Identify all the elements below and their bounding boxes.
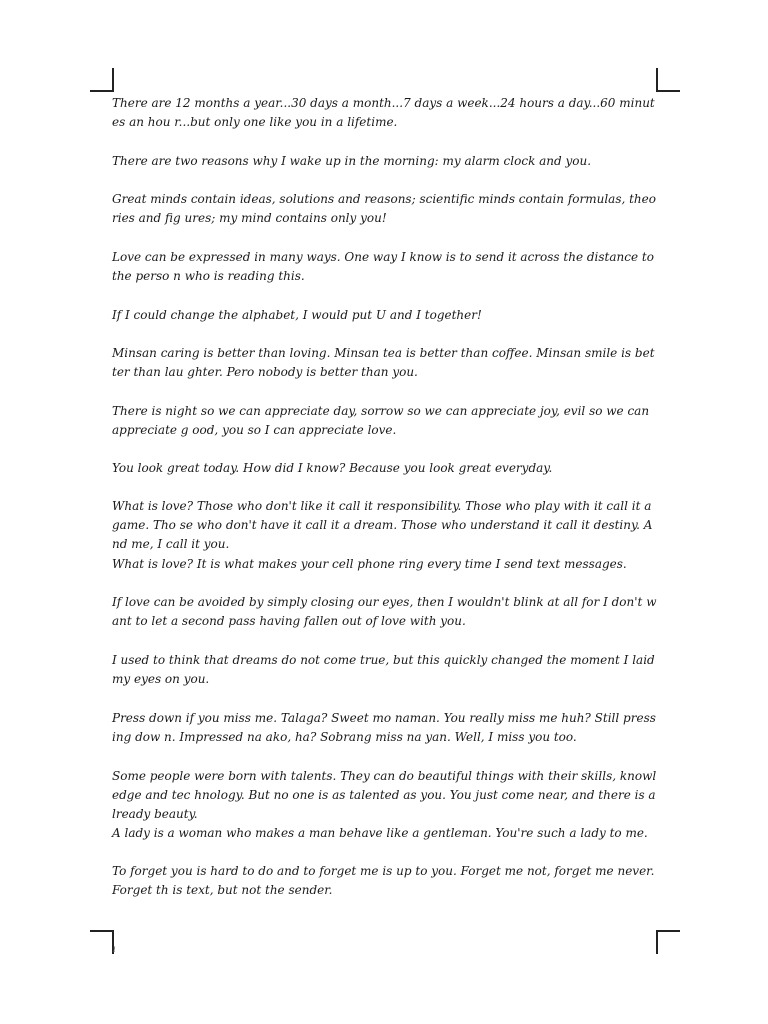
paragraph: There is night so we can appreciate day, sorrow so we can appreciate joy, evil so we can appreciate g ood, you so I can appreciate love. — [112, 404, 650, 437]
crop-mark-bottom-right — [656, 930, 680, 954]
paragraph: Great minds contain ideas, solutions and reasons; scientific minds contain formulas, theories and fig ures; my mind contains only you! — [112, 192, 656, 225]
paragraph: Some people were born with talents. They can do beautiful things with their skills, knowledge and tec hnology. But no one is as talented as you. You just come near, and there is already beauty. — [112, 769, 657, 821]
paragraph: There are 12 months a year...30 days a month...7 days a week...24 hours a day...60 minutes an hou r...but only one like you in a lifetime. — [112, 96, 655, 129]
page-number: 1 — [112, 946, 117, 954]
paragraph: Minsan caring is better than loving. Minsan tea is better than coffee. Minsan smile is better than lau ghter. Pero nobody is better than you. — [112, 346, 655, 379]
paragraph: To forget you is hard to do and to forget me is up to you. Forget me not, forget me never. Forget th is text, but not the sender. — [112, 864, 655, 897]
paragraph: Love can be expressed in many ways. One way I know is to send it across the distance to the perso n who is reading this. — [112, 250, 654, 283]
crop-mark-top-right — [656, 68, 680, 92]
paragraph: Press down if you miss me. Talaga? Sweet mo naman. You really miss me huh? Still pressing dow n. Impressed na ako, ha? Sobrang miss na yan. Well, I miss you too. — [112, 711, 656, 744]
paragraph: What is love? It is what makes your cell phone ring every time I send text messages. — [112, 557, 627, 571]
crop-mark-bottom-left — [90, 930, 117, 954]
crop-mark-top-left — [90, 68, 114, 92]
paragraph: What is love? Those who don't like it call it responsibility. Those who play with it call it a game. Tho se who don't have it call it a dream. Those who understand it call it destiny. And me, I call it you. — [112, 499, 653, 551]
paragraph: There are two reasons why I wake up in the morning: my alarm clock and you. — [112, 154, 592, 168]
paragraph: You look great today. How did I know? Because you look great everyday. — [112, 461, 553, 475]
paragraph: If I could change the alphabet, I would put U and I together! — [112, 308, 482, 322]
paragraph: I used to think that dreams do not come true, but this quickly changed the moment I laid my eyes on you. — [112, 653, 655, 686]
paragraph: If love can be avoided by simply closing our eyes, then I wouldn't blink at all for I don't want to let a second pass having fallen out of love with you. — [112, 595, 657, 628]
paragraph: A lady is a woman who makes a man behave like a gentleman. You're such a lady to me. — [112, 826, 648, 840]
